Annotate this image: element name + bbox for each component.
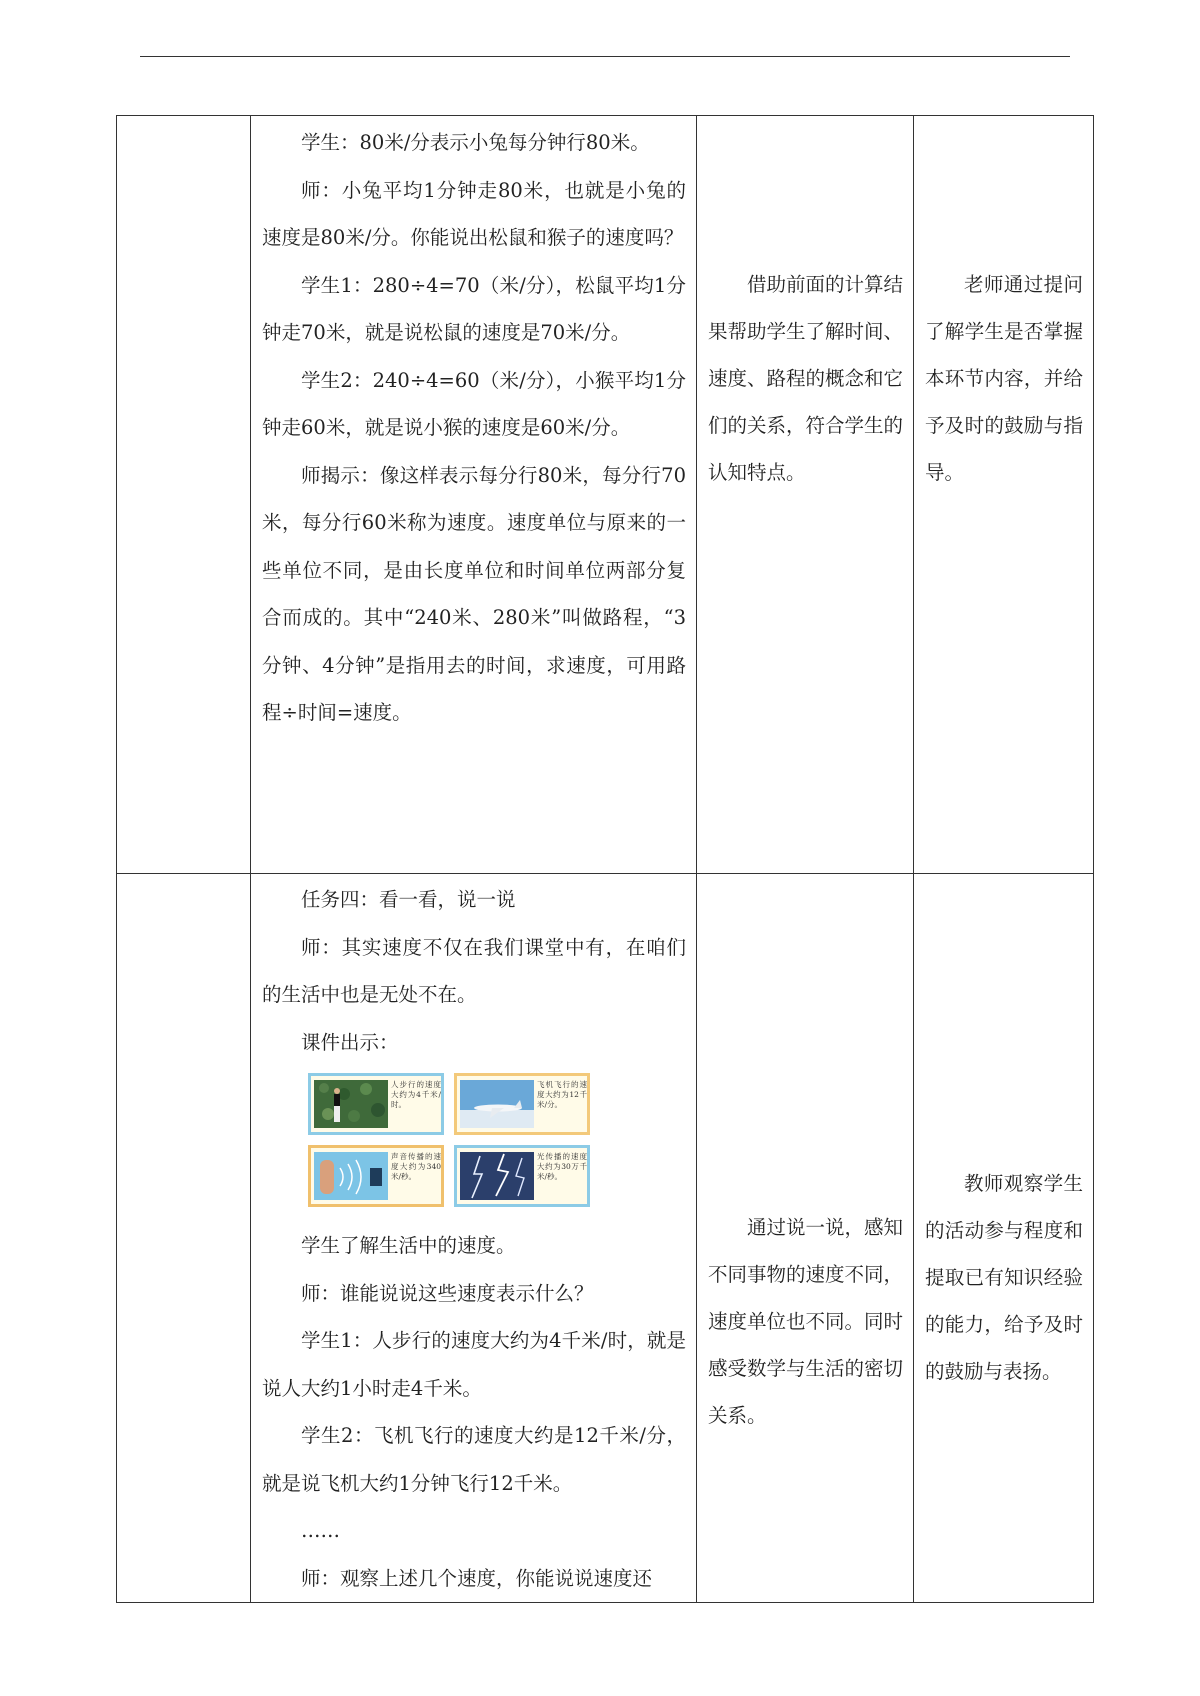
paragraph: 师：谁能说说这些速度表示什么？ <box>301 1281 594 1305</box>
light-speed-card <box>454 1145 590 1207</box>
paragraph: 学生1：280÷4=70（米/分），松鼠平均1分钟走70米，就是说松鼠的速度是70米/分。 <box>262 273 686 344</box>
header-rule <box>140 56 1070 57</box>
paragraph: 师揭示：像这样表示每分行80米，每分行70米，每分行60米称为速度。速度单位与原来的一些单位不同，是由长度单位和时间单位两部分复合而成的。其中“240米、280米”叫做路程，“3分钟、4分钟”是指用去的时间，求速度，可用路程÷时间=速度。 <box>262 463 686 724</box>
paragraph: 学生2：240÷4=60（米/分），小猴平均1分钟走60米，就是说小猴的速度是60米/分。 <box>262 368 686 439</box>
lesson-plan-table <box>116 115 1094 1603</box>
evaluation-cell <box>914 116 1094 874</box>
task-title: 任务四：看一看，说一说 <box>301 888 516 911</box>
paragraph: 学生1：人步行的速度大约为4千米/时，就是说人大约1小时走4千米。 <box>262 1329 686 1400</box>
paragraph: 学生：80米/分表示小兔每分钟行80米。 <box>301 131 650 154</box>
card-caption: 人步行的速度大约为4千米/时。 <box>391 1080 441 1109</box>
card-caption: 飞机飞行的速度大约为12千米/分。 <box>537 1080 587 1109</box>
evaluation-text: 老师通过提问了解学生是否掌握本环节内容，并给予及时的鼓励与指导。 <box>925 273 1083 484</box>
evaluation-cell <box>914 874 1094 1603</box>
plane-speed-card <box>454 1073 590 1135</box>
sound-speed-card <box>308 1145 444 1207</box>
paragraph: 师：其实速度不仅在我们课堂中有，在咱们的生活中也是无处不在。 <box>262 935 686 1006</box>
stage-cell <box>117 874 251 1603</box>
paragraph: 学生2：飞机飞行的速度大约是12千米/分，就是说飞机大约1分钟飞行12千米。 <box>262 1424 686 1495</box>
design-intent-text: 借助前面的计算结果帮助学生了解时间、速度、路程的概念和它们的关系，符合学生的认知特点。 <box>708 273 904 484</box>
airplane-image <box>460 1080 534 1128</box>
paragraph: 学生了解生活中的速度。 <box>301 1234 516 1257</box>
card-caption: 光传播的速度大约为30万千米/秒。 <box>537 1152 587 1181</box>
design-intent-text: 通过说一说，感知不同事物的速度不同，速度单位也不同。同时感受数学与生活的密切关系。 <box>708 1216 904 1427</box>
table-row <box>117 874 1094 1603</box>
courseware-figure <box>308 1073 593 1213</box>
card-caption: 声音传播的速度大约为340米/秒。 <box>391 1152 441 1181</box>
paragraph: 师：小兔平均1分钟走80米，也就是小兔的速度是80米/分。你能说出松鼠和猴子的速度吗？ <box>262 178 686 249</box>
activity-cell <box>251 116 697 874</box>
walking-speed-card <box>308 1073 444 1135</box>
table-row <box>117 116 1094 874</box>
design-intent-cell <box>697 874 914 1603</box>
stage-cell <box>117 116 251 874</box>
evaluation-text: 教师观察学生的活动参与程度和提取已有知识经验的能力，给予及时的鼓励与表扬。 <box>925 1172 1083 1383</box>
paragraph: 师：观察上述几个速度，你能说说速度还 <box>301 1566 653 1590</box>
ellipsis: …… <box>301 1519 340 1542</box>
courseware-label: 课件出示： <box>301 1030 399 1054</box>
sound-wave-image <box>314 1152 388 1200</box>
lightning-image <box>460 1152 534 1200</box>
design-intent-cell <box>697 116 914 874</box>
activity-cell <box>251 874 697 1603</box>
person-walking-image <box>314 1080 388 1128</box>
